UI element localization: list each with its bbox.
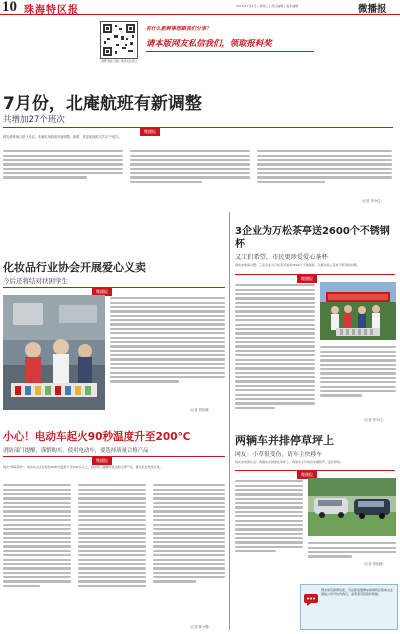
ebike-headline: 小心！电动车起火90秒温度升至200℃ [3,431,191,443]
cosmetics-photo [3,295,105,410]
date-info: 2015年7月1日 | 星期三 | 责任编辑 | 美术编辑 [236,4,299,8]
ebike-text-col-3 [153,482,225,585]
paper-name: 珠海特区报 [24,5,79,16]
cosmetics-text [110,295,225,385]
cosmetics-subhead: 今后还将结对扶困学生 [3,277,68,285]
ebike-lead: 网友"珠海消防"：电动车火灾在短短90秒内温度升至200℃以上，消防部门提醒市民选购正规产品，避免私拉电线充电。 [3,465,163,469]
column-divider [229,212,230,630]
flights-text-col-2 [130,148,250,185]
flights-tag: 微播报 [140,128,160,136]
cups-subhead: 义工们希望，市民更珍爱爱心茶杯 [235,254,328,261]
ebike-byline: （记者 陈小强） [188,625,212,629]
chat-icon [304,591,318,603]
ebike-tag: 微播报 [92,457,112,465]
section-title: 微播报 [358,4,387,15]
flights-byline: （记者 李小红） [360,199,384,203]
grass-lead: 网友@珠海生活：两辆车并排停在草坪上，希望车主尽快将车辆移开，爱护绿地。 [235,460,344,464]
flights-lead: 网友@珠海日报·7月起，北庵机场航班有新调整，新增、恢复航线班次共27个班次。 [3,135,122,139]
cosmetics-rule [3,287,225,288]
cosmetics-headline: 化妆品行业协会开展爱心义卖 [3,261,146,274]
promo-banner [96,19,316,79]
cups-headline: 3企业为万松茶亭送2600个不锈钢杯 [235,226,390,250]
cups-tag: 微播报 [297,275,317,283]
cups-lead: 网友@珠海交警：三家企业为万松茶亭送来2600个不锈钢杯，以解决爱心茶杯不够用的问题。 [235,263,360,267]
cups-byline: （记者 李小红） [362,418,386,422]
flights-headline: 7月份，北庵航班有新调整 [3,94,202,114]
grass-headline: 两辆车并排停草坪上 [235,434,334,447]
cosmetics-tag: 微播报 [92,288,112,296]
ebike-subhead: 消防部门提醒，谨慎购买、使用电动车，要选择质量合格产品 [3,448,149,454]
qr-code [100,21,138,59]
grass-tag: 微播报 [297,471,317,479]
cups-text-col-1 [235,282,315,411]
grass-subhead: 网友：小草很受伤，请车主快移车 [235,452,322,458]
cosmetics-byline: （记者 刘怡静） [188,408,212,412]
cups-photo [320,282,396,340]
footer-note-box [300,584,398,630]
grass-photo [308,478,396,536]
grass-text-col-2 [308,540,396,560]
page-number: 10 [2,0,17,15]
flights-rule [3,127,393,128]
grass-text-col-1 [235,478,303,555]
grass-byline: （记者 刘怡静） [362,562,386,566]
ebike-text-col-2 [78,482,146,589]
ebike-rule [3,456,225,457]
qr-caption: 微博 微信 扫描二维码关注我们 [101,60,137,63]
footer-note: 网友如有新闻线索，可在新浪微博@珠海特区报或关注微信公众号告诉我们，采用者可获报料奖励。 [321,588,394,597]
flights-text-col-1 [3,148,123,181]
promo-decoration [146,51,314,52]
flights-subhead: 共增加27个班次 [3,115,65,125]
flights-text-col-3 [257,148,392,185]
promo-tagline: 有什么新鲜事想跟我们分享？ [146,26,212,32]
cups-text-col-2 [320,344,396,399]
ebike-text-col-1 [3,482,71,589]
masthead [0,0,400,15]
promo-slogan: 请本版网友私信我们，领取报料奖 [146,38,272,48]
